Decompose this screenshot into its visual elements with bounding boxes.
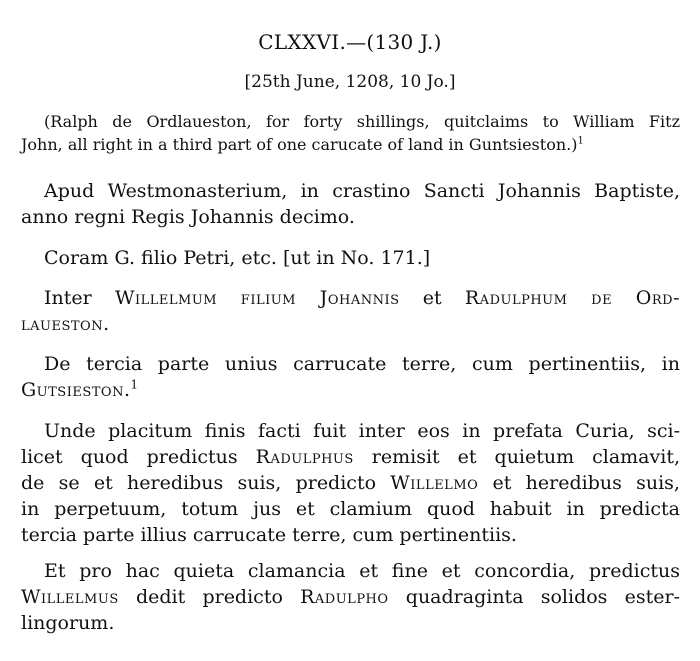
word: et <box>422 287 442 309</box>
paragraph-line: Coram G. filio Petri, etc. [ut in No. 171.] <box>44 247 431 269</box>
party-name-continued: laueston. <box>21 313 110 335</box>
word: Inter <box>44 287 92 309</box>
party-name: Willelmus <box>21 586 119 608</box>
party-name: Willelmum filium Johannis <box>114 287 400 309</box>
charter-heading: CLXXVI.—(130 J.) <box>258 30 442 54</box>
place-name: Gutsieston. <box>21 379 131 401</box>
paragraph-line <box>21 446 680 468</box>
paragraph-line: Apud Westmonasterium, in crastino Sancti Johannis Baptiste, <box>44 180 680 202</box>
text-run: quadraginta solidos ester- <box>405 586 681 608</box>
summary-line-2-text: John, all right in a third part of one carucate of land in Guntsieston.) <box>21 135 578 154</box>
summary-line-2 <box>21 135 584 154</box>
paragraph-line: De tercia parte unius carrucate terre, cum pertinentiis, in <box>44 353 680 375</box>
paragraph-line <box>44 287 680 309</box>
text-run: de se et heredibus suis, predicto <box>21 472 377 494</box>
paragraph-line: anno regni Regis Johannis decimo. <box>21 206 355 228</box>
charter-dateline: [25th June, 1208, 10 Jo.] <box>244 72 456 92</box>
text-run: remisit et quietum clamavit, <box>371 446 681 468</box>
paragraph-line: tercia parte illius carrucate terre, cum pertinentiis. <box>21 524 517 546</box>
text-run: licet quod predictus <box>21 446 238 468</box>
text-run: et heredibus suis, <box>492 472 680 494</box>
footnote-mark: 1 <box>577 135 584 147</box>
party-name: Radulpho <box>300 586 389 608</box>
summary-line-1: (Ralph de Ordlaueston, for forty shillings, quitclaims to William Fitz <box>44 112 680 131</box>
party-name: Radulphus <box>255 446 354 468</box>
footnote-mark: 1 <box>130 377 138 392</box>
paragraph-line: in perpetuum, totum jus et clamium quod habuit in predicta <box>21 498 680 520</box>
party-name: Radulphum de Ord- <box>464 287 680 309</box>
party-name: Willelmo <box>390 472 479 494</box>
paragraph-line <box>21 586 680 608</box>
paragraph-line: Et pro hac quieta clamancia et fine et concordia, predictus <box>44 560 680 582</box>
paragraph-line <box>21 472 680 494</box>
text-run: dedit predicto <box>135 586 283 608</box>
paragraph-line <box>21 379 138 401</box>
paragraph-line: Unde placitum finis facti fuit inter eos in prefata Curia, sci- <box>44 420 680 442</box>
paragraph-line: lingorum. <box>21 612 115 634</box>
